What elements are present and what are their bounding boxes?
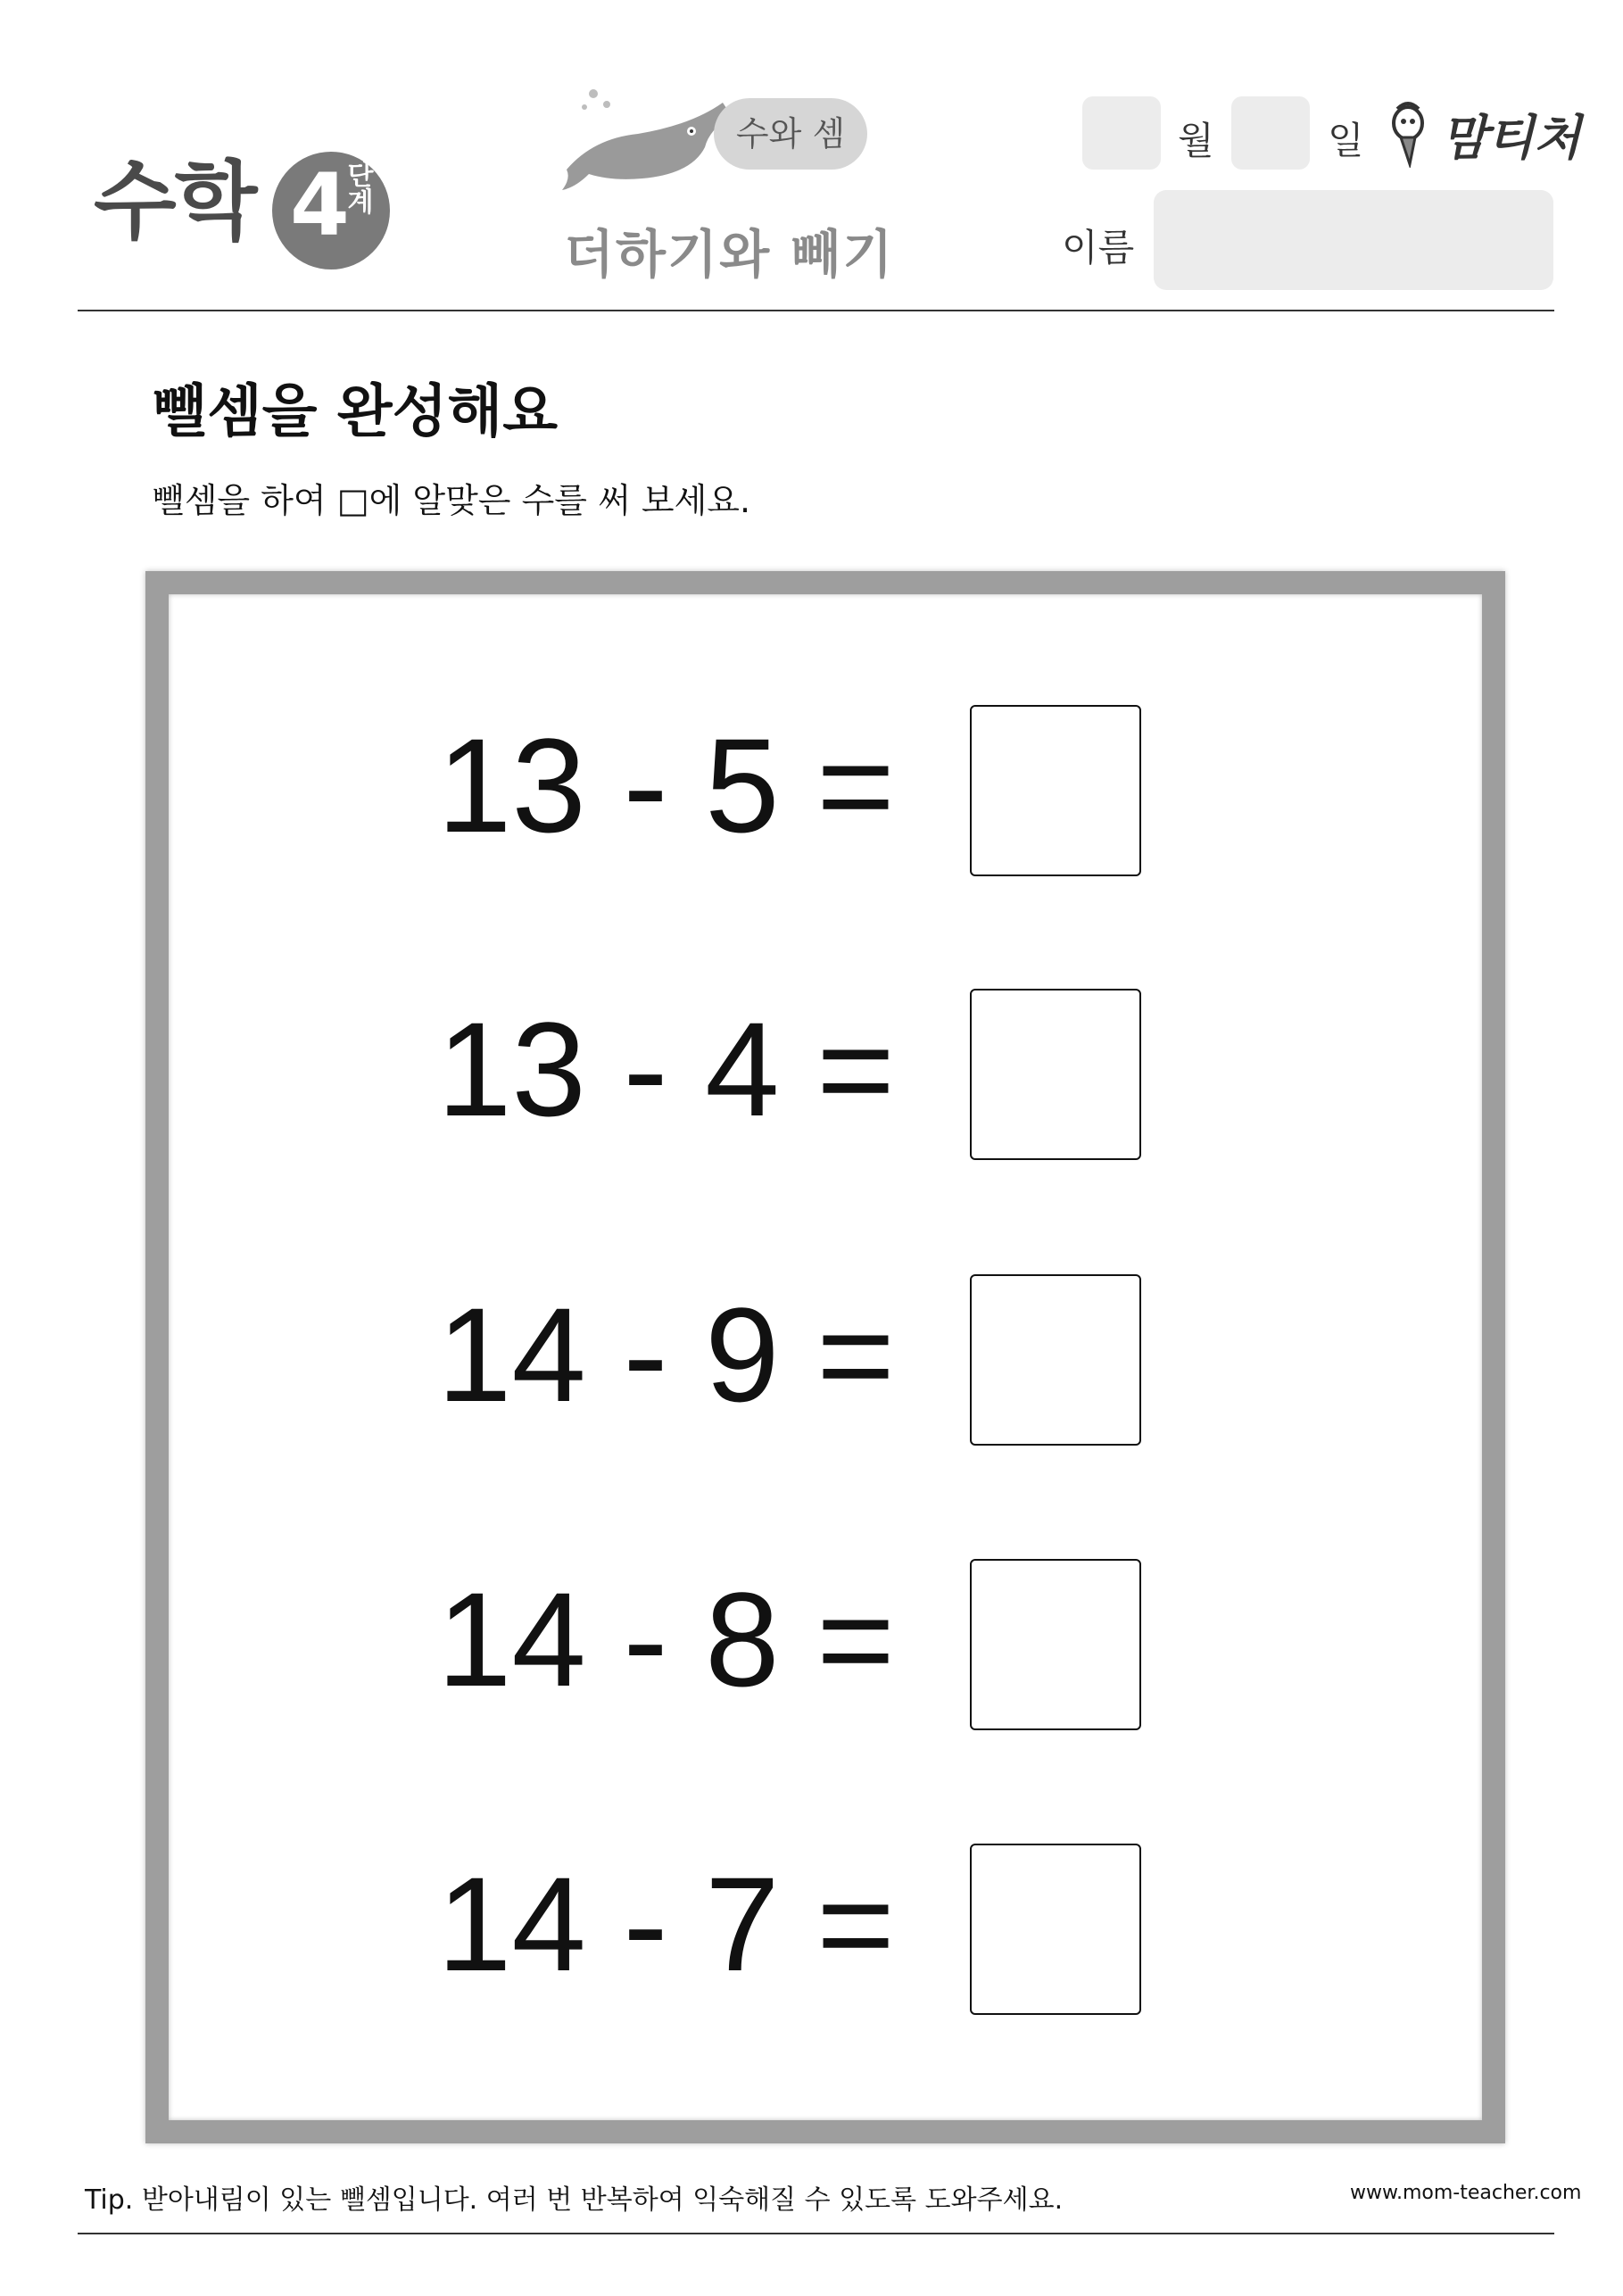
- equation-text: 13 - 4 =: [437, 994, 895, 1144]
- level-number: 4: [290, 155, 350, 255]
- brand-logo: 맘티처: [1441, 110, 1581, 166]
- header-divider: [78, 310, 1554, 311]
- equation-text: 14 - 7 =: [437, 1849, 895, 1999]
- footer-divider: [78, 2233, 1554, 2234]
- name-field[interactable]: [1154, 190, 1553, 290]
- problem-row: [437, 1550, 1329, 1728]
- unit-subtitle: 더하기와 빼기: [564, 224, 895, 285]
- section-heading: 뺄셈을 완성해요: [152, 379, 559, 445]
- day-label: 일: [1328, 119, 1364, 162]
- answer-box[interactable]: [970, 1274, 1141, 1446]
- answer-box[interactable]: [970, 989, 1141, 1160]
- tip-text: Tip. 받아내림이 있는 뺄셈입니다. 여러 번 반복하여 익숙해질 수 있도록 도와주세요.: [85, 2184, 1064, 2216]
- subject-title: 수학: [94, 152, 256, 252]
- problem-row: [437, 696, 1329, 874]
- problem-row: [437, 980, 1329, 1158]
- month-field[interactable]: [1082, 96, 1161, 170]
- month-label: 월: [1178, 119, 1214, 162]
- equation-text: 14 - 8 =: [437, 1564, 895, 1714]
- problem-row: [437, 1265, 1329, 1444]
- site-url[interactable]: www.mom-teacher.com: [1350, 2182, 1582, 2204]
- instruction-text: 뺄셈을 하여 □에 알맞은 수를 써 보세요.: [152, 481, 751, 520]
- category-chip: 수와 셈: [714, 98, 867, 170]
- level-word: 단계: [342, 161, 373, 214]
- day-field[interactable]: [1231, 96, 1310, 170]
- name-label: 이름: [1062, 226, 1135, 269]
- answer-box[interactable]: [970, 1844, 1141, 2015]
- whale-icon: [558, 85, 736, 192]
- answer-box[interactable]: [970, 705, 1141, 876]
- equation-text: 13 - 5 =: [437, 710, 895, 860]
- equation-text: 14 - 9 =: [437, 1280, 895, 1430]
- problem-row: [437, 1835, 1329, 2013]
- answer-box[interactable]: [970, 1559, 1141, 1730]
